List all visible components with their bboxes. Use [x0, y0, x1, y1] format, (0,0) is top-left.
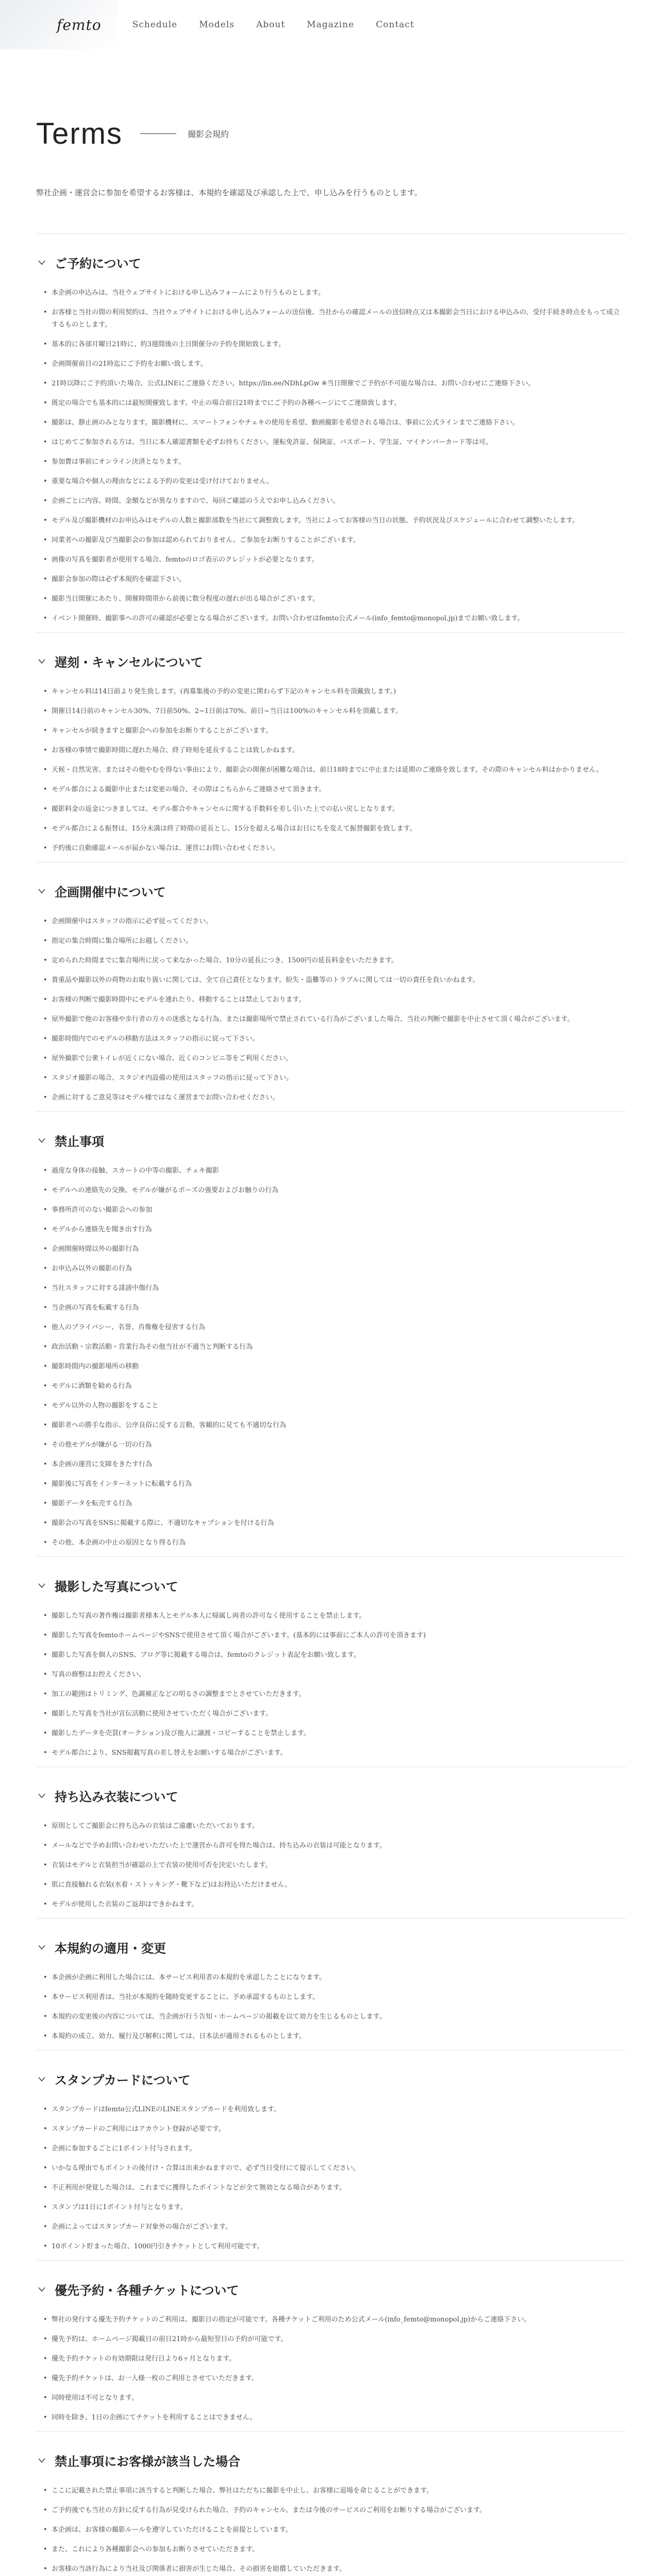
- terms-section: [36, 632, 626, 855]
- chevron-down-icon[interactable]: [36, 2074, 47, 2085]
- terms-section: [36, 862, 626, 1104]
- list-item: • 撮影後に写真をインターネットに転載する行為: [43, 1478, 626, 1490]
- terms-section: [36, 1918, 626, 2043]
- section-title: 持ち込み衣装について: [55, 1790, 178, 1804]
- list-item: • 同業者への撮影及び当撮影会の参加は認められておりません。ご参加をお断りすることがございます。: [43, 534, 626, 547]
- list-item: • はじめてご参加される方は、当日に本人確認書類を必ずお持ちください。運転免許証、保険証、パスポート、学生証、マイナンバーカード等は可。: [43, 436, 626, 449]
- chevron-down-icon[interactable]: [36, 2455, 47, 2466]
- list-item: • 当社スタッフに対する誹謗中傷行為: [43, 1282, 626, 1295]
- chevron-down-icon[interactable]: [36, 1580, 47, 1591]
- list-item: • モデルが使用した衣装のご返却はできかねます。: [43, 1899, 626, 1911]
- list-item: • キャンセルが続きますと撮影会への参加をお断りすることがございます。: [43, 725, 626, 737]
- section-item-list: [36, 686, 626, 855]
- list-item: • お客様の当該行為により当社及び関係者に損害が生じた場合、その損害を賠償していただきます。: [43, 2563, 626, 2575]
- list-item: • 予約後に自動確認メールが届かない場合は、運営にお問い合わせください。: [43, 842, 626, 855]
- list-item: • スタンプは1日に1ポイント付与となります。: [43, 2201, 626, 2214]
- list-item: • 撮影時間内でのモデルの移動方法はスタッフの指示に従って下さい。: [43, 1033, 626, 1045]
- list-item: • 既定の場合でも基本的には最短開催致します。中止の場合前日21時までにご予約の各種ページにてご連絡致します。: [43, 397, 626, 410]
- list-item: • モデル以外の人物の撮影をすること: [43, 1400, 626, 1412]
- list-item: • 企画ごとに内容、時間、金額などが異なりますので、毎回ご確認のうえでお申し込みください。: [43, 495, 626, 507]
- site-logo[interactable]: femto: [57, 16, 102, 33]
- terms-sections: [0, 233, 662, 2576]
- list-item: • 撮影料金の返金につきましては、モデル都合やキャンセルに関する手数料を差し引いた上での払い戻しとなります。: [43, 803, 626, 816]
- list-item: • 屋外撮影で公衆トイレが近くにない場合、近くのコンビニ等をご利用ください。: [43, 1053, 626, 1065]
- list-item: • 企画開催前日の21時迄にご予約をお願い致します。: [43, 358, 626, 370]
- section-title: ご予約について: [55, 257, 141, 271]
- intro-text: 弊社企画・運営会に参加を希望するお客様は、本規約を確認及び承認した上で、申し込みを行うものとします。: [36, 188, 422, 197]
- section-header[interactable]: [36, 882, 626, 900]
- list-item: • 企画に対するご意見等はモデル様ではなく運営までお問い合わせください。: [43, 1092, 626, 1104]
- nav-item-models[interactable]: Models: [199, 20, 235, 30]
- chevron-down-icon[interactable]: [36, 1790, 47, 1802]
- section-header[interactable]: [36, 2280, 626, 2298]
- list-item: • 10ポイント貯まった場合、1000円引きチケットとして利用可能です。: [43, 2241, 626, 2253]
- section-item-list: [36, 1972, 626, 2043]
- section-item-list: [36, 2485, 626, 2576]
- list-item: • 同時使用は不可となります。: [43, 2392, 626, 2404]
- list-item: • モデルから連絡先を聞き出す行為: [43, 1224, 626, 1236]
- section-header[interactable]: [36, 652, 626, 670]
- list-item: • いかなる理由でもポイントの後付け・合算は出来かねますので、必ず当日受付にて提示してください。: [43, 2162, 626, 2175]
- list-item: • 写真の修整はお控えください。: [43, 1669, 626, 1681]
- list-item: • また、これにより各種撮影会への参加もお断りさせていただきます。: [43, 2544, 626, 2556]
- list-item: • 本規約の変更後の内容については、当企画が行う告知・ホームページの掲載を以て効力を生じるものとします。: [43, 2011, 626, 2023]
- list-item: • ご予約後でも当社の方針に反する行為が見受けられた場合、予約のキャンセル、または今後のサービスのご利用をお断りする場合がございます。: [43, 2504, 626, 2517]
- section-title: 遅刻・キャンセルについて: [55, 656, 203, 670]
- section-title: 禁止事項にお客様が該当した場合: [55, 2455, 240, 2469]
- list-item: • 指定の集合時間に集合場所にお越しください。: [43, 935, 626, 947]
- section-title: 本規約の適用・変更: [55, 1942, 166, 1956]
- main-nav: [133, 20, 415, 30]
- list-item: • 撮影会の写真をSNSに掲載する際に、不適切なキャプションを付ける行為: [43, 1517, 626, 1530]
- list-item: • 天候・自然災害、またはその他やむを得ない事由により、撮影会の開催が困難な場合は、前日18時までに中止または延期のご連絡を致します。その際のキャンセル料はかかりません。: [43, 764, 626, 776]
- list-item: • 撮影時間内の撮影場所の移動: [43, 1361, 626, 1373]
- chevron-down-icon[interactable]: [36, 886, 47, 897]
- section-header[interactable]: [36, 1938, 626, 1956]
- list-item: • 優先予約は、ホームページ掲載日の前日21時から最短翌日の予約が可能です。: [43, 2333, 626, 2346]
- nav-item-magazine[interactable]: Magazine: [307, 20, 355, 30]
- list-item: • イベント開催時、撮影事への許可の確認が必要となる場合がございます。お問い合わせはfemto公式メール(info_femto@monopol.jp)までお願い致します。: [43, 613, 626, 625]
- section-item-list: [36, 1820, 626, 1911]
- list-item: • 21時以降にご予約頂いた場合、公式LINEにご連絡ください。https://lin.ee/NDhLpGw ※当日開催でご予約が不可能な場合は、お問い合わせにご連絡下さい。: [43, 378, 626, 390]
- list-item: • その他、本企画の中止の原因となり得る行為: [43, 1537, 626, 1549]
- list-item: • モデル都合による振替は、15分未満は終了時間の延長とし、15分を超える場合はお日にちを変えて振替撮影を致します。: [43, 823, 626, 835]
- list-item: • お申込み以外の撮影の行為: [43, 1263, 626, 1275]
- list-item: • スタジオ撮影の場合、スタジオ内設備の使用はスタッフの指示に従って下さい。: [43, 1072, 626, 1084]
- chevron-down-icon[interactable]: [36, 656, 47, 667]
- list-item: • 撮影当日開催にあたり、開催時間帯から前後に数分程度の遅れが出る場合がございます。: [43, 593, 626, 605]
- terms-section: [36, 2431, 626, 2576]
- section-item-list: [36, 1610, 626, 1759]
- section-header[interactable]: [36, 2451, 626, 2469]
- list-item: • モデル及び撮影機材のお申込みはモデルの人数と撮影部数を当社にて調整致します。当社によってお客様の当日の状態、予約状況及びスケジュールに合わせて調整いたします。: [43, 515, 626, 527]
- list-item: • 画像の写真を撮影者が使用する場合、femtoのロゴ表示のクレジットが必要となります。: [43, 554, 626, 566]
- list-item: • 加工の範囲はトリミング、色調補正などの明るさの調整までとさせていただきます。: [43, 1688, 626, 1701]
- list-item: • 参加費は事前にオンライン決済となります。: [43, 456, 626, 468]
- list-item: • 基本的に各部月曜日21時に、約3週間後の土日開催分の予約を開始致します。: [43, 338, 626, 351]
- list-item: • 本企画の運営に支障をきたす行為: [43, 1459, 626, 1471]
- list-item: • 衣装はモデルと衣装担当が確認の上で衣装の使用可否を決定いたします。: [43, 1859, 626, 1872]
- list-item: • 原則としてご撮影会に持ち込みの衣装はご遠慮いただいております。: [43, 1820, 626, 1833]
- section-header[interactable]: [36, 253, 626, 272]
- list-item: • キャンセル料は14日前より発生致します。(再募集後の予約の変更に関わらず下記のキャンセル料を頂戴致します。): [43, 686, 626, 698]
- list-item: • 企画開催時間以外の撮影行為: [43, 1243, 626, 1256]
- section-item-list: [36, 287, 626, 625]
- list-item: • 本サービス利用者は、当社が本規約を随時変更することに、予め承認するものとします。: [43, 1991, 626, 2004]
- list-item: • スタンプカードのご利用にはアカウント登録が必要です。: [43, 2123, 626, 2136]
- list-item: • 本企画が企画に利用した場合には、本サービス利用者の本規約を承認したことになります。: [43, 1972, 626, 1984]
- list-item: • 弊社の発行する優先予約チケットのご利用は、撮影日の指定が可能です。各種チケットご利用のため公式メール(info_femto@monopol.jp)からご連絡下さい。: [43, 2314, 626, 2326]
- section-item-list: [36, 1165, 626, 1549]
- section-item-list: [36, 2314, 626, 2424]
- terms-section: [36, 1767, 626, 1911]
- page-title: Terms: [36, 117, 123, 150]
- nav-item-contact[interactable]: Contact: [376, 20, 415, 30]
- list-item: • 企画によってはスタンプカード対象外の場合がございます。: [43, 2221, 626, 2233]
- list-item: • スタンプカードはfemto公式LINEのLINEスタンプカードを利用致します。: [43, 2104, 626, 2116]
- list-item: • 重要な場合や個人の理由などによる予約の変更は受け付けておりません。: [43, 476, 626, 488]
- section-header[interactable]: [36, 1787, 626, 1805]
- list-item: • 撮影は、静止画のみとなります。撮影機材に、スマートフォンやチェキの使用を希望、動画撮影を希望される場合は、事前に公式ラインまでご連絡下さい。: [43, 417, 626, 429]
- list-item: • 企画開催中はスタッフの指示に必ず従ってください。: [43, 916, 626, 928]
- list-item: • 撮影会参加の際は必ず本規約を確認下さい。: [43, 573, 626, 586]
- list-item: • ここに記載された禁止事項に該当すると判断した場合、弊社はただちに撮影を中止し、お客様に退場を命じることができます。: [43, 2485, 626, 2497]
- section-title: 優先予約・各種チケットについて: [55, 2284, 239, 2298]
- terms-section: [36, 2260, 626, 2424]
- list-item: • お客様の事情で撮影時間に遅れた場合、終了時刻を延長することは致しかねます。: [43, 744, 626, 757]
- list-item: • メールなどで予めお問い合わせいただいた上で運営から許可を得た場合は、持ち込みの衣装は可能となります。: [43, 1840, 626, 1852]
- list-item: • 本企画は、お客様の撮影ルールを遵守していただけることを前提としています。: [43, 2524, 626, 2536]
- terms-section: [36, 233, 626, 625]
- list-item: • 撮影した写真をfemtoホームページやSNSで使用させて頂く場合がございます。(基本的には事前にご本人の許可を頂きます): [43, 1630, 626, 1642]
- section-title: スタンプカードについて: [55, 2074, 191, 2088]
- terms-section: [36, 2050, 626, 2253]
- list-item: • 撮影した写真の著作権は撮影者様本人とモデル本人に帰属し両者の許可なく使用することを禁止します。: [43, 1610, 626, 1622]
- terms-section: [36, 1556, 626, 1759]
- list-item: • 本企画の申込みは、当社ウェブサイトにおける申し込みフォームにより行うものとします。: [43, 287, 626, 299]
- list-item: • 企画に参加するごとに1ポイント付与されます。: [43, 2143, 626, 2155]
- list-item: • モデルに酒類を勧める行為: [43, 1380, 626, 1393]
- section-title: 撮影した写真について: [55, 1580, 178, 1594]
- list-item: • 定められた時間までに集合場所に戻って来なかった場合、10分の延長につき、1500円の延長料金をいただきます。: [43, 955, 626, 967]
- list-item: • 優先予約チケットは、お一人様一枚のご利用とさせていただきます。: [43, 2372, 626, 2385]
- list-item: • モデル都合による撮影中止または変更の場合、その際はこちらからご連絡させて頂きます。: [43, 784, 626, 796]
- section-header[interactable]: [36, 1577, 626, 1595]
- list-item: • 撮影した写真を当社が宣伝活動に使用させていただく場合がございます。: [43, 1708, 626, 1720]
- list-item: • その他モデルが嫌がる一切の行為: [43, 1439, 626, 1451]
- list-item: • 当企画の写真を転載する行為: [43, 1302, 626, 1314]
- chevron-down-icon[interactable]: [36, 1135, 47, 1146]
- list-item: • 事務所許可のない撮影会への参加: [43, 1204, 626, 1216]
- nav-item-schedule[interactable]: Schedule: [132, 20, 178, 30]
- list-item: • 不正利用が発覚した場合は、これまでに獲得したポイントなどが全て無効となる場合があります。: [43, 2182, 626, 2194]
- list-item: • 同時を除き、1日の企画にてチケットを利用することはできません。: [43, 2412, 626, 2424]
- section-title: 禁止事項: [55, 1135, 104, 1149]
- section-header[interactable]: [36, 2070, 626, 2088]
- list-item: • 撮影データを転売する行為: [43, 1498, 626, 1510]
- list-item: • お客様の判断で撮影時間中にモデルを連れたり、移動することは禁止しております。: [43, 994, 626, 1006]
- list-item: • 政治活動・宗教活動・営業行為その他当社が不適当と判断する行為: [43, 1341, 626, 1353]
- list-item: • お客様と当社の間の利用契約は、当社ウェブサイトにおける申し込みフォームの送信後、当社からの確認メールの送信時点又は本撮影会当日における申込みの、受付手続き時点をもって成立するものとします。: [43, 307, 626, 331]
- section-header[interactable]: [36, 1131, 626, 1149]
- list-item: • モデルへの連絡先の交換、モデルが嫌がるポーズの強要およびお触りの行為: [43, 1184, 626, 1197]
- section-item-list: [36, 2104, 626, 2253]
- list-item: • 過度な身体の接触、スカートの中等の撮影、チェキ撮影: [43, 1165, 626, 1177]
- list-item: • 撮影したデータを売買(オークション)及び他人に譲渡・コピーすることを禁止します。: [43, 1727, 626, 1740]
- chevron-down-icon[interactable]: [36, 1942, 47, 1953]
- section-item-list: [36, 916, 626, 1104]
- title-divider: [140, 133, 176, 134]
- list-item: • 本規約の成立、効力、履行及び解釈に関しては、日本法が適用されるものとします。: [43, 2030, 626, 2043]
- list-item: • 開催日14日前のキャンセル30%、7日前50%、2~1日前は70%、前日~当日は100%のキャンセル料を頂戴します。: [43, 705, 626, 718]
- list-item: • 屋外撮影で他のお客様や歩行者の方々の迷惑となる行為、または撮影場所で禁止されている行為がございました場合、当社の判断で撮影を中止させて頂く場合がございます。: [43, 1013, 626, 1026]
- list-item: • 他人のプライバシー、名誉、肖像権を侵害する行為: [43, 1321, 626, 1334]
- section-title: 企画開催中について: [55, 886, 166, 900]
- page-title-row: [0, 49, 662, 151]
- list-item: • モデル都合により、SNS掲載写真の差し替えをお願いする場合がございます。: [43, 1747, 626, 1759]
- list-item: • 優先予約チケットの有効期限は発行日より6ヶ月となります。: [43, 2353, 626, 2365]
- list-item: • 貴重品や撮影以外の荷物のお取り扱いに関しては、全て自己責任となります。紛失・盗難等のトラブルに関しては一切の責任を負いかねます。: [43, 974, 626, 987]
- chevron-down-icon[interactable]: [36, 257, 47, 268]
- nav-item-about[interactable]: About: [256, 20, 286, 30]
- terms-section: [36, 1111, 626, 1549]
- list-item: • 肌に直接触れる衣装(水着・ストッキング・靴下など)はお持込いただけません。: [43, 1879, 626, 1891]
- site-header: [0, 0, 662, 49]
- list-item: • 撮影者への勝手な指示、公序良俗に反する言動、客観的に見ても不適切な行為: [43, 1419, 626, 1432]
- list-item: • 撮影した写真を個人のSNS、ブログ等に掲載する場合は、femtoのクレジット表記をお願い致します。: [43, 1649, 626, 1662]
- page-subtitle: 撮影会規約: [187, 129, 229, 139]
- chevron-down-icon[interactable]: [36, 2284, 47, 2295]
